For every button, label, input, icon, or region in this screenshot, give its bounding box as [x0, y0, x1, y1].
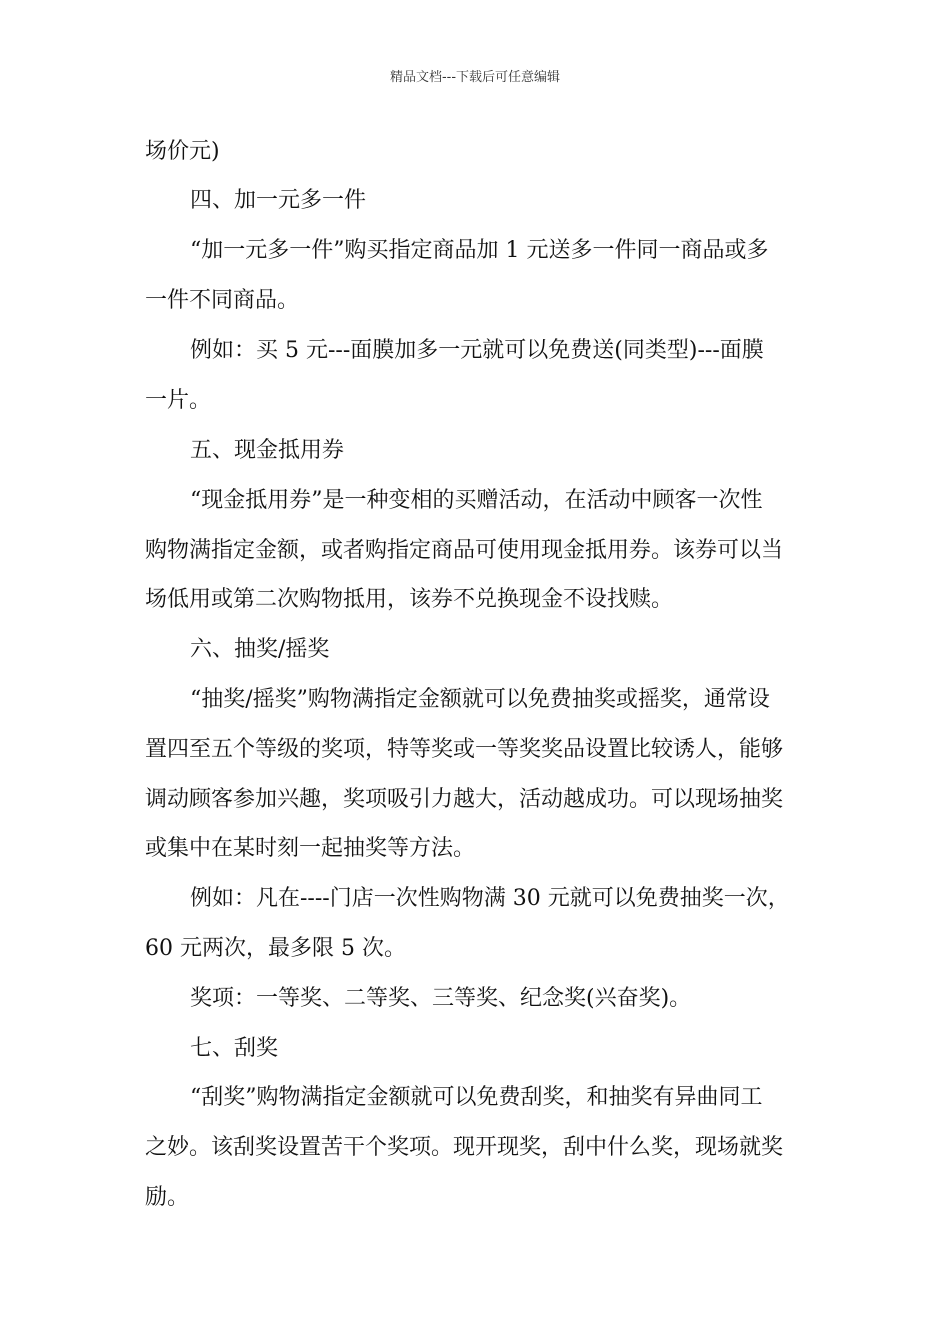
text-line: 之妙。该刮奖设置苦干个奖项。现开现奖，刮中什么奖，现场就奖 [145, 1135, 784, 1160]
text-line: “加一元多一件”购买指定商品加 1 元送多一件同一商品或多 [190, 238, 769, 263]
text-line: 场低用或第二次购物抵用，该券不兑换现金不设找赎。 [145, 587, 674, 612]
text-line: 调动顾客参加兴趣，奖项吸引力越大，活动越成功。可以现场抽奖 [145, 787, 784, 812]
text-line: “抽奖/摇奖”购物满指定金额就可以免费抽奖或摇奖，通常设 [190, 687, 770, 712]
text-line: “刮奖”购物满指定金额就可以免费刮奖，和抽奖有异曲同工 [190, 1085, 763, 1110]
section-heading: 四、加一元多一件 [190, 188, 367, 213]
text-line: 例如：凡在----门店一次性购物满 30 元就可以免费抽奖一次， [190, 886, 790, 911]
text-line: 购物满指定金额，或者购指定商品可使用现金抵用券。该券可以当 [145, 538, 784, 563]
section-heading: 五、现金抵用券 [190, 438, 345, 463]
text-line: 或集中在某时刻一起抽奖等方法。 [145, 836, 476, 861]
text-line: 例如：买 5 元---面膜加多一元就可以免费送(同类型)---面膜 [190, 338, 764, 363]
text-line: 一件不同商品。 [145, 288, 300, 313]
text-line: “现金抵用券”是一种变相的买赠活动，在活动中顾客一次性 [190, 488, 763, 513]
section-heading: 六、抽奖/摇奖 [190, 637, 330, 662]
text-line: 一片。 [145, 388, 212, 413]
text-line: 60 元两次，最多限 5 次。 [145, 936, 406, 961]
text-line: 场价元) [145, 139, 220, 164]
text-line: 奖项：一等奖、二等奖、三等奖、纪念奖(兴奋奖)。 [190, 986, 692, 1011]
text-line: 励。 [145, 1185, 190, 1210]
text-line: 置四至五个等级的奖项，特等奖或一等奖奖品设置比较诱人，能够 [145, 737, 784, 762]
section-heading: 七、刮奖 [190, 1036, 279, 1061]
page-header: 精品文档---下载后可任意编辑 [389, 70, 561, 85]
